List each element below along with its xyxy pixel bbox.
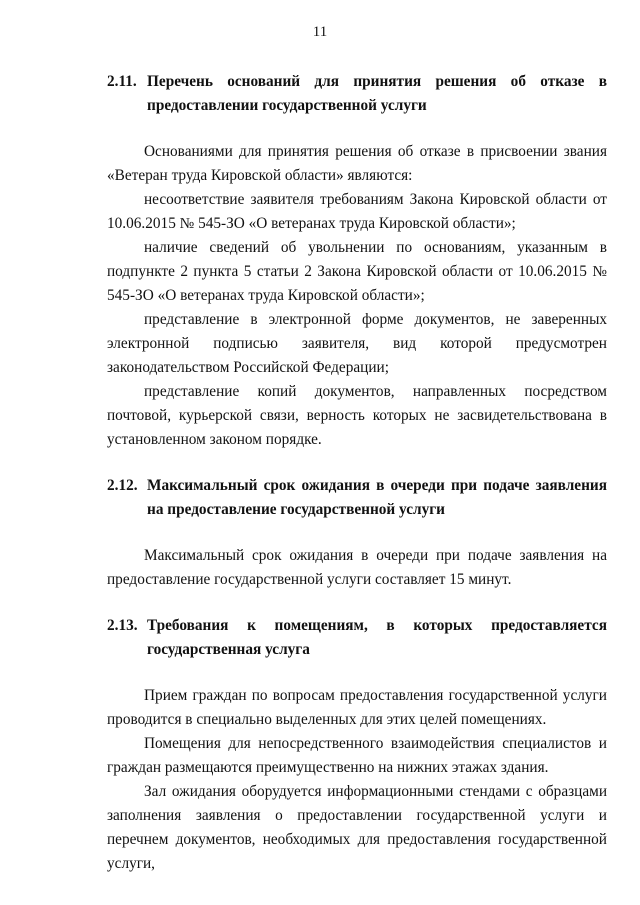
section-title: Максимальный срок ожидания в очереди при подаче заявления на предоставление государственной услуги xyxy=(147,477,607,518)
section-number: 2.12. xyxy=(107,477,138,494)
paragraph: представление в электронной форме документов, не заверенных электронной подписью заявителя, вид которой предусмотрен законодательством Российской Федерации; xyxy=(107,311,607,376)
section-number: 2.11. xyxy=(107,73,137,90)
paragraph: представление копий документов, направленных посредством почтовой, курьерской связи, верность которых не засвидетельствована в установленном законом порядке. xyxy=(107,383,607,448)
section-number: 2.13. xyxy=(107,617,138,634)
paragraph: Помещения для непосредственного взаимодействия специалистов и граждан размещаются преимущественно на нижних этажах здания. xyxy=(107,735,607,776)
paragraph: несоответствие заявителя требованиям Закона Кировской области от 10.06.2015 № 545-ЗО «О ветеранах труда Кировской области»; xyxy=(107,191,607,232)
paragraph: Зал ожидания оборудуется информационными стендами с образцами заполнения заявления о предоставлении государственной услуги и перечнем документов, необходимых для предоставления государственной услуги, xyxy=(107,783,607,872)
section-heading-2-13 xyxy=(73,614,607,662)
paragraph: Прием граждан по вопросам предоставления государственной услуги проводится в специально выделенных для этих целей помещениях. xyxy=(107,687,607,728)
section-title: Требования к помещениям, в которых предоставляется государственная услуга xyxy=(147,617,607,658)
paragraph: Основаниями для принятия решения об отказе в присвоении звания «Ветеран труда Кировской области» являются: xyxy=(107,143,607,184)
paragraph: Максимальный срок ожидания в очереди при подаче заявления на предоставление государственной услуги составляет 15 минут. xyxy=(107,547,607,588)
section-heading-2-11 xyxy=(73,70,607,118)
section-title: Перечень оснований для принятия решения об отказе в предоставлении государственной услуги xyxy=(147,73,607,114)
paragraph: наличие сведений об увольнении по основаниям, указанным в подпункте 2 пункта 5 статьи 2 Закона Кировской области от 10.06.2015 № 545-ЗО «О ветеранах труда Кировской области»; xyxy=(107,239,607,304)
section-heading-2-12 xyxy=(73,474,607,522)
page-number: 11 xyxy=(312,24,328,40)
document-body xyxy=(107,70,607,876)
